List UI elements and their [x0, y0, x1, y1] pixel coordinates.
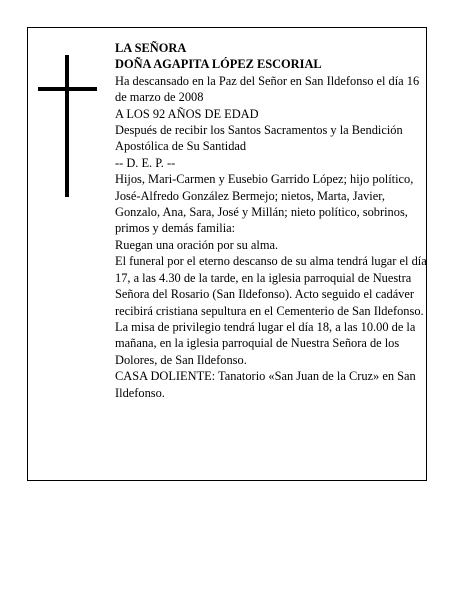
funeral-details: El funeral por el eterno descanso de su alma tendrá lugar el día 17, a las 4.30 de la tarde, en la iglesia parroquial de Nuestra Señora del Rosario (San Ildefonso). Acto seguido el cadáver recibirá cristiana sepultura en el Cementerio de San Ildefonso. — [115, 254, 427, 318]
obituary-text-block — [115, 40, 427, 401]
prayer-request: Ruegan una oración por su alma. — [115, 237, 279, 252]
mourning-house: CASA DOLIENTE: Tanatorio «San Juan de la Cruz» en San Ildefonso. — [115, 369, 416, 400]
rip-marker: -- D. E. P. -- — [115, 155, 176, 170]
sacraments-statement: Después de recibir los Santos Sacramentos y la Bendición Apostólica de Su Santidad — [115, 123, 403, 154]
notice-title: LA SEÑORA — [115, 41, 187, 55]
cross-vertical-bar — [65, 55, 69, 197]
deceased-name: DOÑA AGAPITA LÓPEZ ESCORIAL — [115, 57, 322, 72]
age-statement: A LOS 92 AÑOS DE EDAD — [115, 106, 259, 121]
family-list: Hijos, Mari-Carmen y Eusebio Garrido López; hijo político, José-Alfredo González Bermejo; nietos, Marta, Javier, Gonzalo, Ana, Sara, José y Millán; nieto político, sobrinos, primos y demás familia: — [115, 172, 414, 236]
rest-statement: Ha descansado en la Paz del Señor en San Ildefonso el día 16 de marzo de 2008 — [115, 73, 420, 105]
cross-horizontal-bar — [38, 87, 97, 91]
latin-cross-icon — [38, 55, 98, 197]
mass-details: La misa de privilegio tendrá lugar el día 18, a las 10.00 de la mañana, en la iglesia parroquial de Nuestra Señora de los Dolores, de San Ildefonso. — [115, 319, 416, 367]
